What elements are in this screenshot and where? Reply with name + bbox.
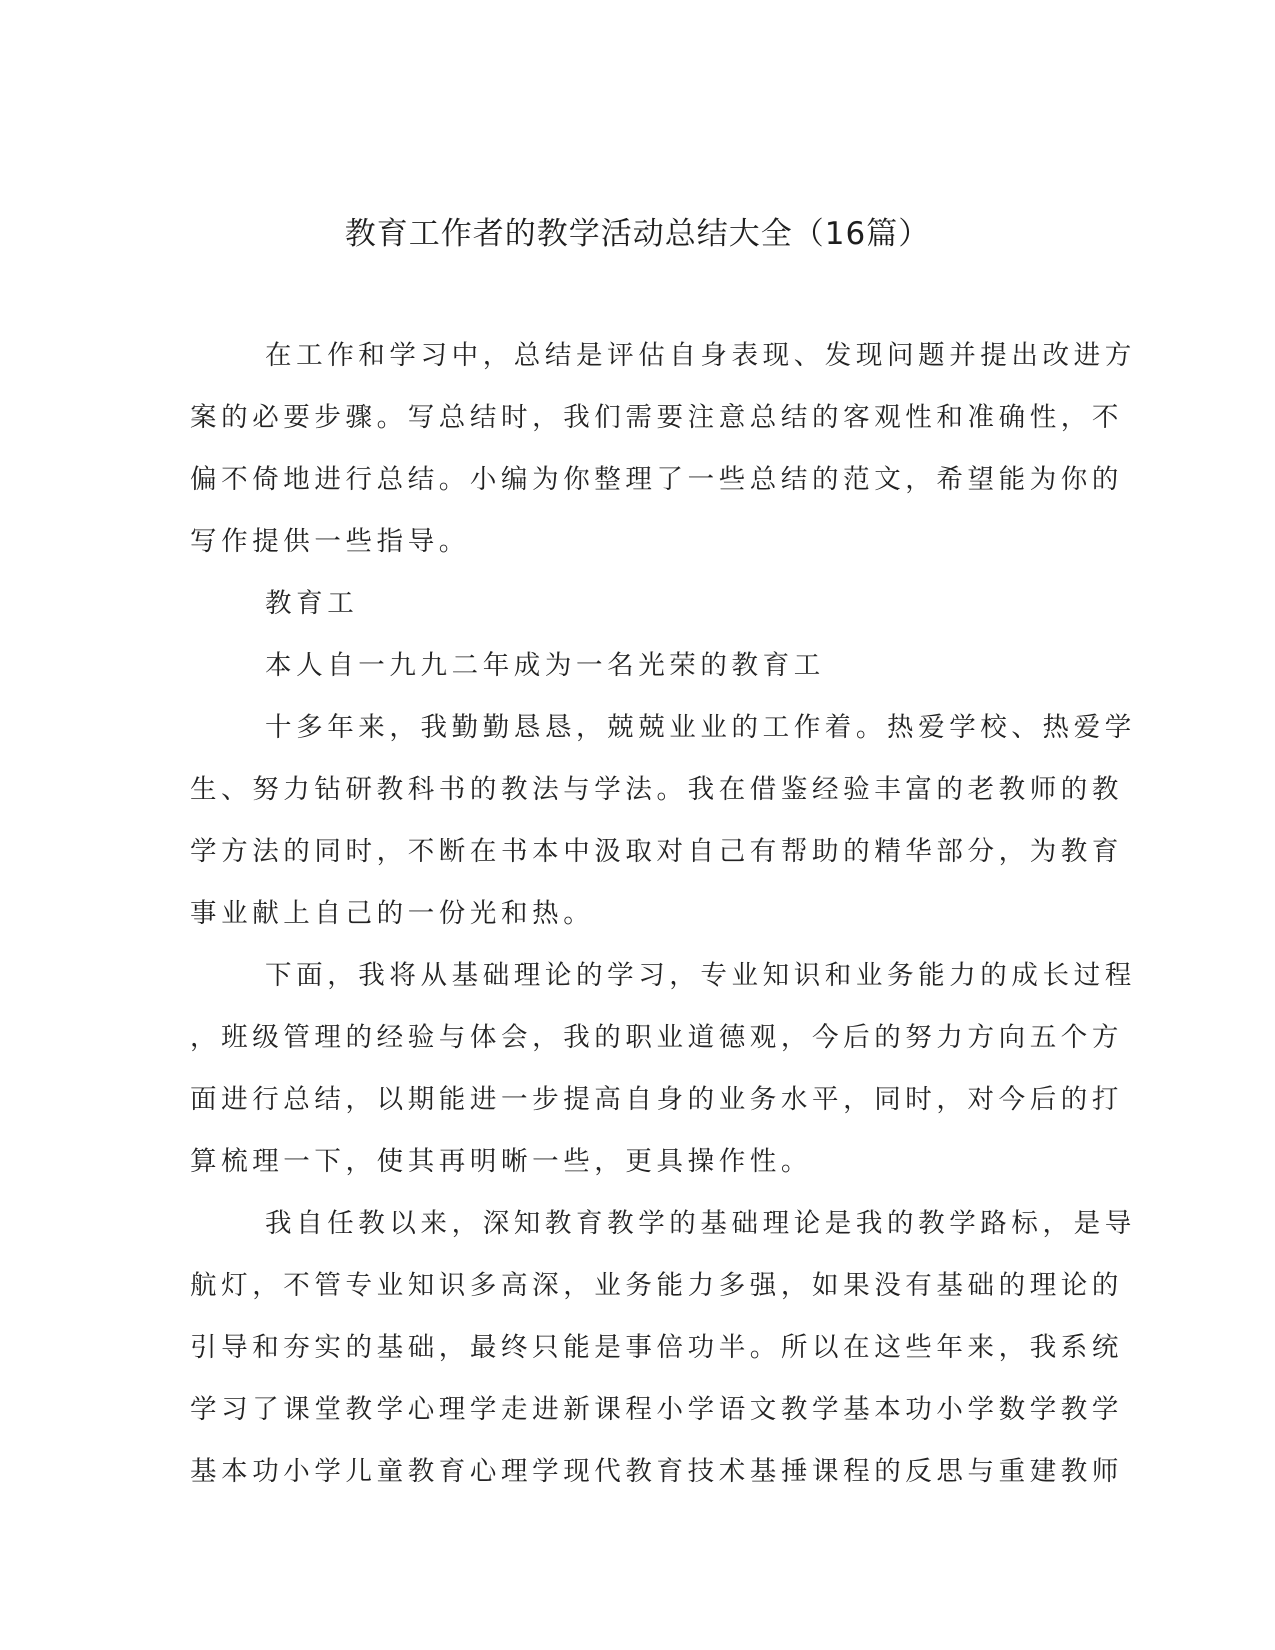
text-line: 生、努力钻研教科书的教法与学法。我在借鉴经验丰富的老教师的教 — [190, 774, 1123, 805]
text-line: 案的必要步骤。写总结时，我们需要注意总结的客观性和准确性，不 — [190, 402, 1123, 433]
text-line: ，班级管理的经验与体会，我的职业道德观，今后的努力方向五个方 — [190, 1022, 1123, 1053]
document-title: 教育工作者的教学活动总结大全（16篇） — [344, 216, 931, 252]
text-line: 引导和夯实的基础，最终只能是事倍功半。所以在这些年来，我系统 — [190, 1332, 1123, 1363]
document-body — [190, 325, 1136, 1503]
section-heading: 教育工 — [265, 588, 359, 619]
text-line: 航灯，不管专业知识多高深，业务能力多强，如果没有基础的理论的 — [190, 1270, 1123, 1301]
text-line: 学方法的同时，不断在书本中汲取对自己有帮助的精华部分，为教育 — [190, 836, 1123, 867]
text-line: 在工作和学习中，总结是评估自身表现、发现问题并提出改进方 — [265, 340, 1136, 371]
text-line: 本人自一九九二年成为一名光荣的教育工 — [265, 650, 825, 681]
text-line: 算梳理一下，使其再明晰一些，更具操作性。 — [190, 1146, 812, 1177]
text-line: 事业献上自己的一份光和热。 — [190, 898, 595, 929]
text-line: 基本功小学儿童教育心理学现代教育技术基捶课程的反思与重建教师 — [190, 1456, 1123, 1487]
text-line: 下面，我将从基础理论的学习，专业知识和业务能力的成长过程 — [265, 960, 1136, 991]
text-line: 十多年来，我勤勤恳恳，兢兢业业的工作着。热爱学校、热爱学 — [265, 712, 1136, 743]
text-line: 写作提供一些指导。 — [190, 526, 470, 557]
text-line: 学习了课堂教学心理学走进新课程小学语文教学基本功小学数学教学 — [190, 1394, 1123, 1425]
text-line: 偏不倚地进行总结。小编为你整理了一些总结的范文，希望能为你的 — [190, 464, 1123, 495]
text-line: 面进行总结，以期能进一步提高自身的业务水平，同时，对今后的打 — [190, 1084, 1123, 1115]
text-line: 我自任教以来，深知教育教学的基础理论是我的教学路标，是导 — [265, 1208, 1136, 1239]
